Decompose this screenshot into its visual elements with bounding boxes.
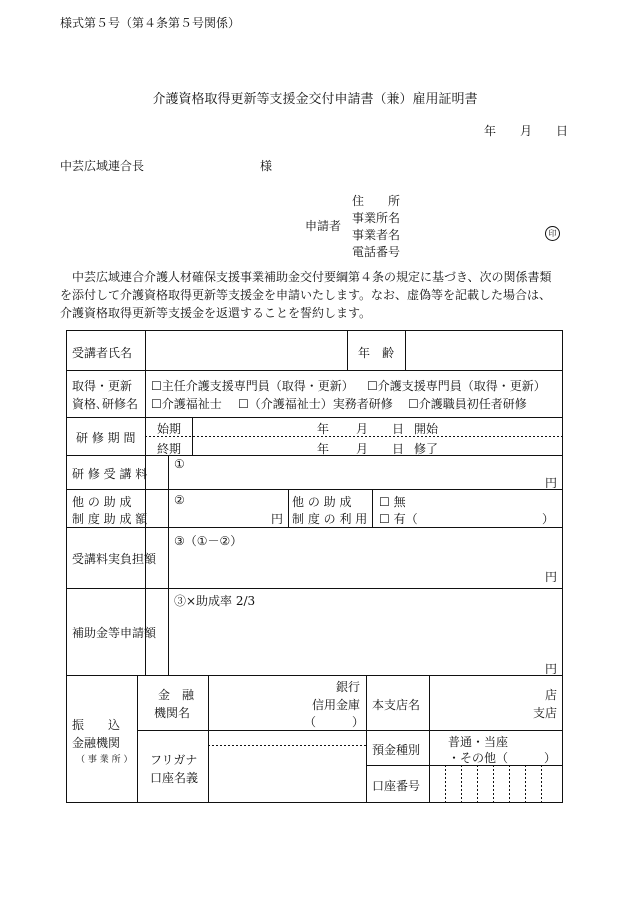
account-name-label: 口座名義 [150,771,199,785]
addressee: 中芸広域連合長 [60,159,145,173]
aid-mark: ② [174,493,185,507]
subsidy-yen: 円 [545,662,558,676]
applicant-office-label: 事業所名 [352,211,401,225]
applicant-label: 申請者 [305,219,342,233]
actual-burden-label: 受講料実負担額 [72,552,157,566]
period-start-year: 年 [317,422,330,436]
form-number: 様式第５号（第４条第５号関係） [60,16,241,30]
deposit-option-ordinary[interactable]: 普通・当座 [448,735,509,749]
fee-yen: 円 [545,476,558,490]
aid-yen: 円 [271,512,284,526]
qualification-label-2: 資格､研修名 [72,397,139,411]
qual-option-practical-training[interactable]: ☐（介護福祉士）実務者研修 [238,397,393,411]
qual-option-care-worker[interactable]: ☐介護福祉士 [151,397,222,411]
use-yes-option[interactable]: ☐ 有（ [379,512,418,526]
declaration-line-3: 介護資格取得更新等支援金を返還することを誓約します。 [60,306,372,320]
date-month-label: 月 [520,124,533,138]
period-end-year: 年 [317,442,330,456]
addressee-suffix: 様 [260,159,273,173]
branch-word: 支店 [533,706,558,720]
applicant-operator-label: 事業者名 [352,228,401,242]
fin-inst-paren: （ ） [304,715,365,729]
bank-label-2: 金融機関 [72,736,121,750]
furigana-label: フリガナ [150,753,198,767]
qual-option-chief-care-manager[interactable]: ☐主任介護支援専門員（取得・更新） [151,379,354,393]
other-aid-label-1: 他 の 助 成 [72,495,132,509]
period-start-day: 日 [392,422,405,436]
other-aid-label-2: 制 度 助 成 額 [72,512,148,526]
bank-label-3: （ 事 業 所 ） [76,755,133,765]
age-label: 年 齢 [358,346,395,360]
date-year-label: 年 [484,124,497,138]
actual-burden-mark: ③（①－②） [174,534,243,548]
form-title: 介護資格取得更新等支援金交付申請書（兼）雇用証明書 [152,92,478,107]
seal-mark: 印 [545,226,560,241]
account-number-label: 口座番号 [372,779,421,793]
period-end-label: 終期 [157,442,182,456]
period-start-label: 始期 [157,422,182,436]
period-end-month: 月 [356,442,369,456]
use-none-option[interactable]: ☐ 無 [379,495,406,509]
deposit-type-label: 預金種別 [372,743,421,757]
declaration-line-1: 中芸広域連合介護人材確保支援事業補助金交付要綱第４条の規定に基づき、次の関係書類 [60,270,552,284]
other-use-label-2: 制 度 の 利 用 [292,512,368,526]
qualification-label-1: 取得・更新 [72,379,133,393]
bank-word: 銀行 [336,680,361,694]
deposit-option-other[interactable]: ・その他（ ） [448,751,557,765]
trainee-name-label: 受講者氏名 [72,346,133,360]
use-yes-close-paren: ） [542,512,555,526]
period-end-day: 日 [392,442,405,456]
qual-option-care-manager[interactable]: ☐介護支援専門員（取得・更新） [367,379,546,393]
period-end-word: 修了 [414,442,439,456]
bank-label-1: 振 込 [72,718,121,732]
fin-inst-label-1: 金 融 [158,688,195,702]
applicant-phone-label: 電話番号 [352,245,401,259]
declaration-line-2: を添付して介護資格取得更新等支援金を申請いたします。なお、虚偽等を記載した場合は、 [60,288,552,302]
subsidy-mark: ③×助成率 2/3 [174,594,256,608]
fin-inst-label-2: 機関名 [154,706,191,720]
qual-option-initial-training[interactable]: ☐介護職員初任者研修 [408,397,527,411]
branch-label: 本支店名 [372,698,421,712]
subsidy-label: 補助金等申請額 [72,626,157,640]
fee-mark: ① [174,457,185,471]
period-label: 研 修 期 間 [76,431,136,445]
store-word: 店 [545,688,558,702]
fee-label: 研 修 受 講 料 [72,467,148,481]
credit-union-word: 信用金庫 [312,698,361,712]
period-start-word: 開始 [414,422,439,436]
other-use-label-1: 他 の 助 成 [292,495,352,509]
date-day-label: 日 [556,124,569,138]
period-start-month: 月 [356,422,369,436]
applicant-address-label: 住 所 [352,194,401,208]
actual-burden-yen: 円 [545,570,558,584]
